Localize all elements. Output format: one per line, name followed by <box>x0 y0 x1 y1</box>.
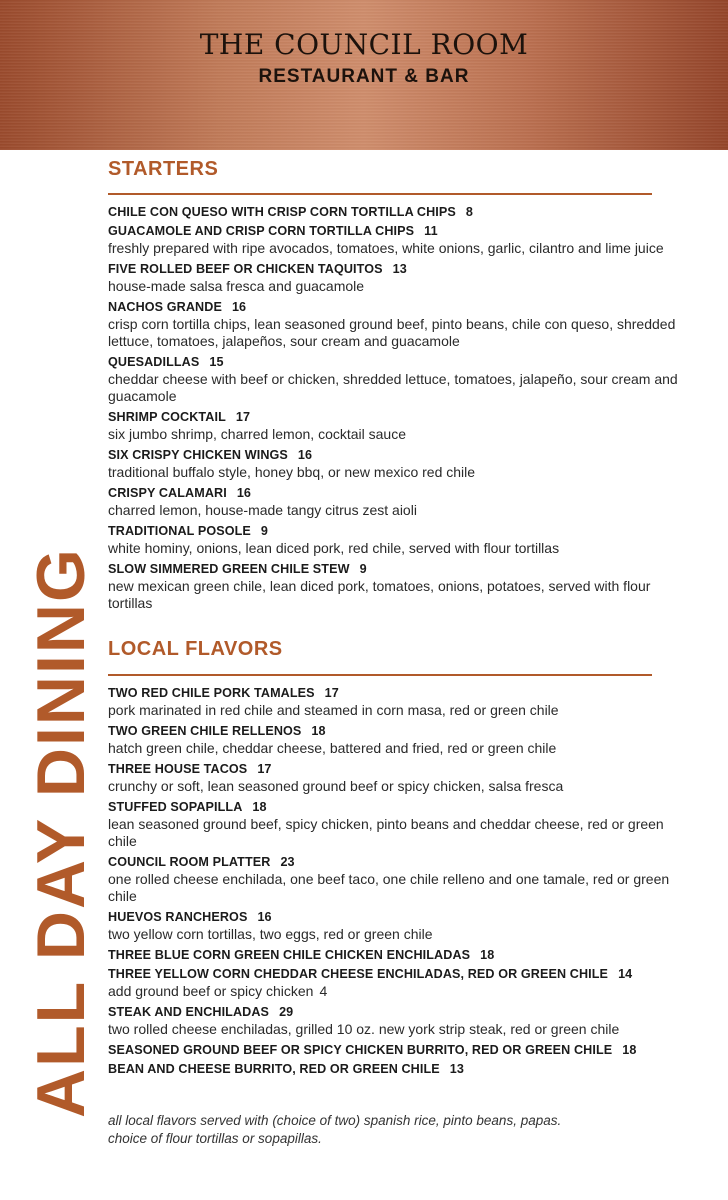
item-price: 16 <box>297 448 313 462</box>
menu-item <box>108 353 688 405</box>
item-description: charred lemon, house-made tangy citrus zest aioli <box>108 502 417 518</box>
item-description: add ground beef or spicy chicken 4 <box>108 983 328 999</box>
item-description: new mexican green chile, lean diced pork, tomatoes, onions, potatoes, served with flour tortillas <box>108 578 651 611</box>
restaurant-name: THE COUNCIL ROOM <box>199 28 529 61</box>
item-name: STEAK AND ENCHILADAS 29 <box>108 1005 294 1019</box>
menu-item <box>108 722 688 757</box>
menu-item <box>108 298 688 350</box>
item-price: 15 <box>209 355 224 369</box>
item-description: freshly prepared with ripe avocados, tomatoes, white onions, garlic, cilantro and lime juice <box>108 240 664 256</box>
item-name: SLOW SIMMERED GREEN CHILE STEW 9 <box>108 562 367 576</box>
item-description: crunchy or soft, lean seasoned ground beef or spicy chicken, salsa fresca <box>108 778 564 794</box>
item-name: TWO RED CHILE PORK TAMALES 17 <box>108 686 339 700</box>
item-name: COUNCIL ROOM PLATTER 23 <box>108 855 295 869</box>
item-description: six jumbo shrimp, charred lemon, cocktail sauce <box>108 426 407 442</box>
item-name: SIX CRISPY CHICKEN WINGS 16 <box>108 448 313 462</box>
item-description: lean seasoned ground beef, spicy chicken, pinto beans and cheddar cheese, red or green chile <box>108 816 664 849</box>
menu-item <box>108 446 688 481</box>
item-price: 13 <box>449 1062 464 1076</box>
menu-item <box>108 1060 688 1078</box>
item-price: 29 <box>279 1005 294 1019</box>
menu-item <box>108 908 688 943</box>
item-name: TRADITIONAL POSOLE 9 <box>108 524 269 538</box>
restaurant-subtitle: RESTAURANT & BAR <box>258 66 470 87</box>
item-description: one rolled cheese enchilada, one beef taco, one chile relleno and one tamale, red or green chile <box>108 871 670 904</box>
menu-item <box>108 760 688 795</box>
item-price: 9 <box>260 524 269 538</box>
item-description: hatch green chile, cheddar cheese, battered and fried, red or green chile <box>108 740 557 756</box>
item-name: HUEVOS RANCHEROS 16 <box>108 910 272 924</box>
local-flavors-list <box>108 684 688 1079</box>
menu-item <box>108 798 688 850</box>
item-price: 14 <box>618 967 633 981</box>
item-price: 11 <box>424 224 438 238</box>
item-name: BEAN AND CHEESE BURRITO, RED OR GREEN CHILE 13 <box>108 1062 464 1076</box>
item-name: STUFFED SOPAPILLA 18 <box>108 800 267 814</box>
item-name: THREE BLUE CORN GREEN CHILE CHICKEN ENCHILADAS 18 <box>108 948 495 962</box>
menu-item <box>108 408 688 443</box>
item-price: 23 <box>280 855 295 869</box>
menu-item <box>108 946 688 964</box>
item-name: GUACAMOLE AND CRISP CORN TORTILLA CHIPS 11 <box>108 224 438 238</box>
item-price: 17 <box>257 762 272 776</box>
item-name: QUESADILLAS 15 <box>108 355 224 369</box>
footnote-line: choice of flour tortillas or sopapillas. <box>108 1131 322 1146</box>
item-description: cheddar cheese with beef or chicken, shredded lettuce, tomatoes, jalapeño, sour cream and guacamole <box>108 371 678 404</box>
item-name: CHILE CON QUESO WITH CRISP CORN TORTILLA CHIPS 8 <box>108 205 474 219</box>
item-description: two yellow corn tortillas, two eggs, red or green chile <box>108 926 433 942</box>
starters-divider <box>108 193 652 195</box>
menu-item <box>108 222 688 257</box>
item-description: house-made salsa fresca and guacamole <box>108 278 365 294</box>
item-description: two rolled cheese enchiladas, grilled 10 oz. new york strip steak, red or green chile <box>108 1021 620 1037</box>
menu-item <box>108 1003 688 1038</box>
item-name: TWO GREEN CHILE RELLENOS 18 <box>108 724 326 738</box>
item-name: CRISPY CALAMARI 16 <box>108 486 252 500</box>
item-price: 16 <box>257 910 272 924</box>
sides-footnote <box>108 1112 668 1148</box>
item-description: crisp corn tortilla chips, lean seasoned ground beef, pinto beans, chile con queso, shredded lettuce, tomatoes, jalapeños, sour cream and guacamole <box>108 316 676 349</box>
menu-item <box>108 965 688 1000</box>
menu-item <box>108 684 688 719</box>
item-price: 18 <box>252 800 267 814</box>
menu-item <box>108 1041 688 1059</box>
item-description: white hominy, onions, lean diced pork, red chile, served with flour tortillas <box>108 540 560 556</box>
item-name: SHRIMP COCKTAIL 17 <box>108 410 251 424</box>
item-name: THREE HOUSE TACOS 17 <box>108 762 272 776</box>
item-price: 18 <box>480 948 495 962</box>
menu-item <box>108 260 688 295</box>
local-flavors-heading: LOCAL FLAVORS <box>108 638 283 660</box>
menu-item <box>108 560 688 612</box>
addon-price: 4 <box>319 983 328 999</box>
footnote-line: all local flavors served with (choice of two) spanish rice, pinto beans, papas. <box>108 1113 562 1128</box>
item-description: traditional buffalo style, honey bbq, or new mexico red chile <box>108 464 476 480</box>
item-name: NACHOS GRANDE 16 <box>108 300 247 314</box>
item-price: 17 <box>324 686 339 700</box>
item-price: 13 <box>392 262 407 276</box>
menu-item <box>108 853 688 905</box>
local-flavors-divider <box>108 674 652 676</box>
menu-item <box>108 522 688 557</box>
starters-list <box>108 203 688 615</box>
item-price: 9 <box>359 562 367 576</box>
menu-item <box>108 484 688 519</box>
item-description: pork marinated in red chile and steamed in corn masa, red or green chile <box>108 702 559 718</box>
menu-item <box>108 203 688 221</box>
copper-header-banner <box>0 0 728 150</box>
item-price: 18 <box>622 1043 637 1057</box>
item-price: 17 <box>235 410 251 424</box>
item-price: 8 <box>465 205 474 219</box>
item-name: FIVE ROLLED BEEF OR CHICKEN TAQUITOS 13 <box>108 262 407 276</box>
item-price: 16 <box>236 486 252 500</box>
item-name: SEASONED GROUND BEEF OR SPICY CHICKEN BURRITO, RED OR GREEN CHILE 18 <box>108 1043 637 1057</box>
item-name: THREE YELLOW CORN CHEDDAR CHEESE ENCHILADAS, RED OR GREEN CHILE 14 <box>108 967 633 981</box>
all-day-dining-side-label: ALL DAY DINING <box>23 547 99 1118</box>
starters-heading: STARTERS <box>108 158 219 180</box>
item-price: 16 <box>231 300 247 314</box>
item-price: 18 <box>311 724 326 738</box>
